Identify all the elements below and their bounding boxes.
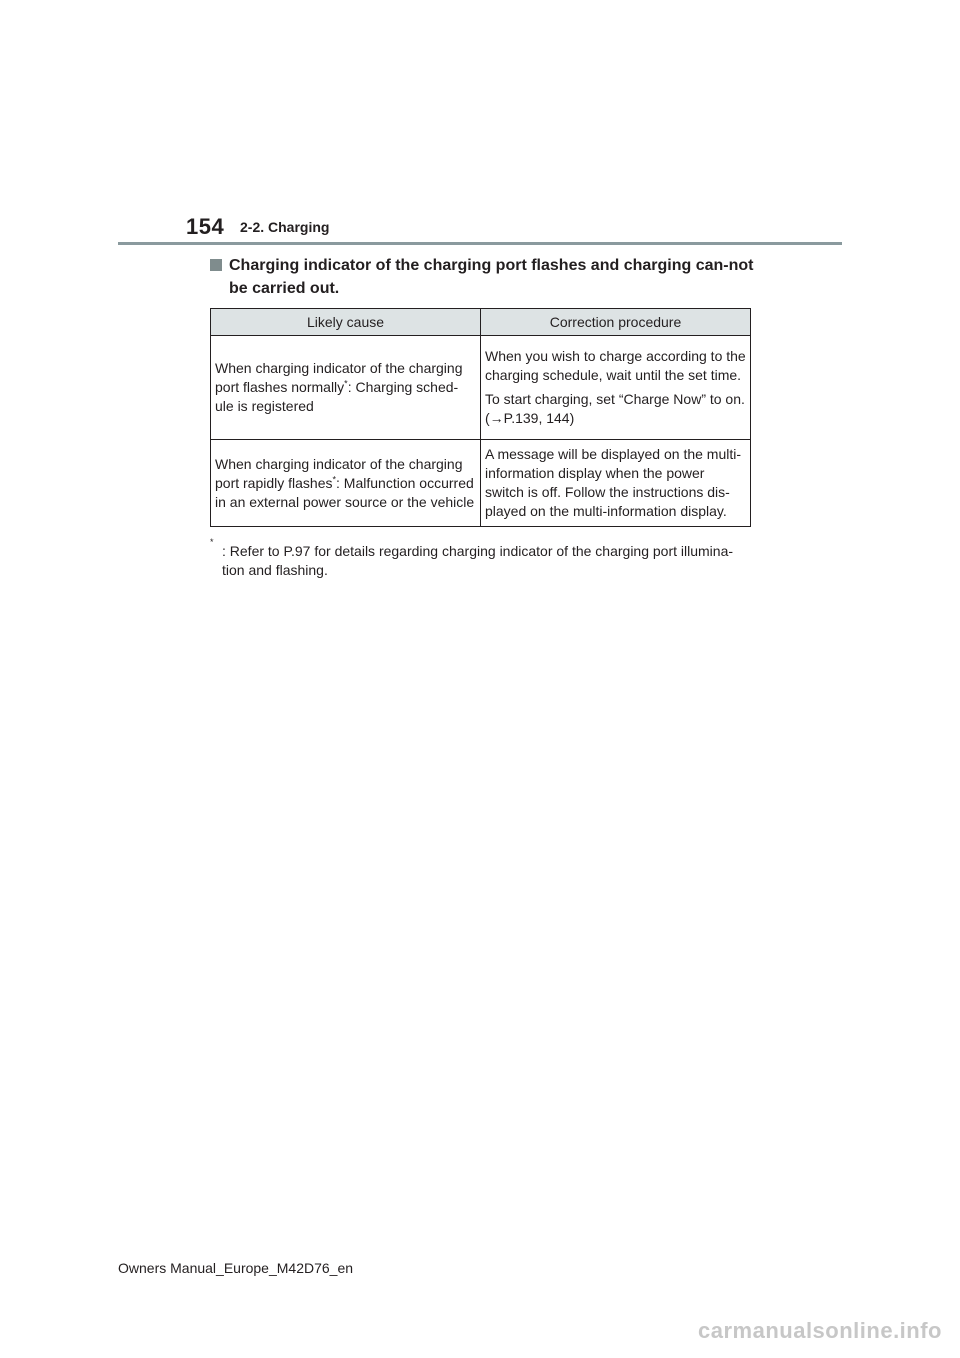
cause-text: When charging indicator of the charging port flashes normally	[215, 360, 463, 395]
troubleshooting-table	[210, 308, 751, 527]
footnote-text: : Refer to P.97 for details regarding charging indicator of the charging port illumina-tion and flashing.	[222, 543, 734, 578]
footnote-mark: *	[332, 473, 337, 484]
cause-text-continued: : Malfunction occurred in an external power source or the vehicle	[215, 474, 475, 510]
correction-procedure-cell	[481, 440, 751, 527]
section-label: 2-2. Charging	[240, 219, 330, 235]
heading-text: Charging indicator of the charging port flashes and charging can-not be carried out.	[229, 257, 754, 297]
procedure-paragraph: A message will be displayed on the multi-information display when the power switch is off. Follow the instructions dis-played on the multi-information display.	[485, 446, 742, 519]
likely-cause-cell	[211, 440, 481, 527]
cause-text-continued: : Charging sched-ule is registered	[215, 379, 459, 414]
footnote: * : Refer to P.97 for details regarding charging indicator of the charging port illumina-tion and flashing.	[210, 542, 755, 580]
footnote-mark: *	[344, 378, 348, 389]
likely-cause-cell	[211, 336, 481, 440]
page-number: 154	[186, 214, 225, 239]
column-header-correction-procedure: Correction procedure	[481, 309, 751, 336]
table-header-row	[211, 309, 751, 336]
table-row	[211, 440, 751, 527]
square-bullet-icon	[210, 259, 222, 271]
column-header-likely-cause: Likely cause	[211, 309, 481, 336]
procedure-paragraph: To start charging, set “Charge Now” to on. (→P.139, 144)	[485, 391, 745, 426]
correction-procedure-cell	[481, 336, 751, 440]
footer-document-id: Owners Manual_Europe_M42D76_en	[118, 1260, 354, 1276]
cause-text: When charging indicator of the charging port rapidly flashes	[215, 455, 463, 491]
procedure-paragraph: When you wish to charge according to the charging schedule, wait until the set time.	[485, 348, 746, 383]
table-row	[211, 336, 751, 440]
watermark: carmanualsonline.info	[698, 1318, 942, 1343]
section-heading	[210, 254, 770, 300]
header-rule	[118, 242, 842, 245]
